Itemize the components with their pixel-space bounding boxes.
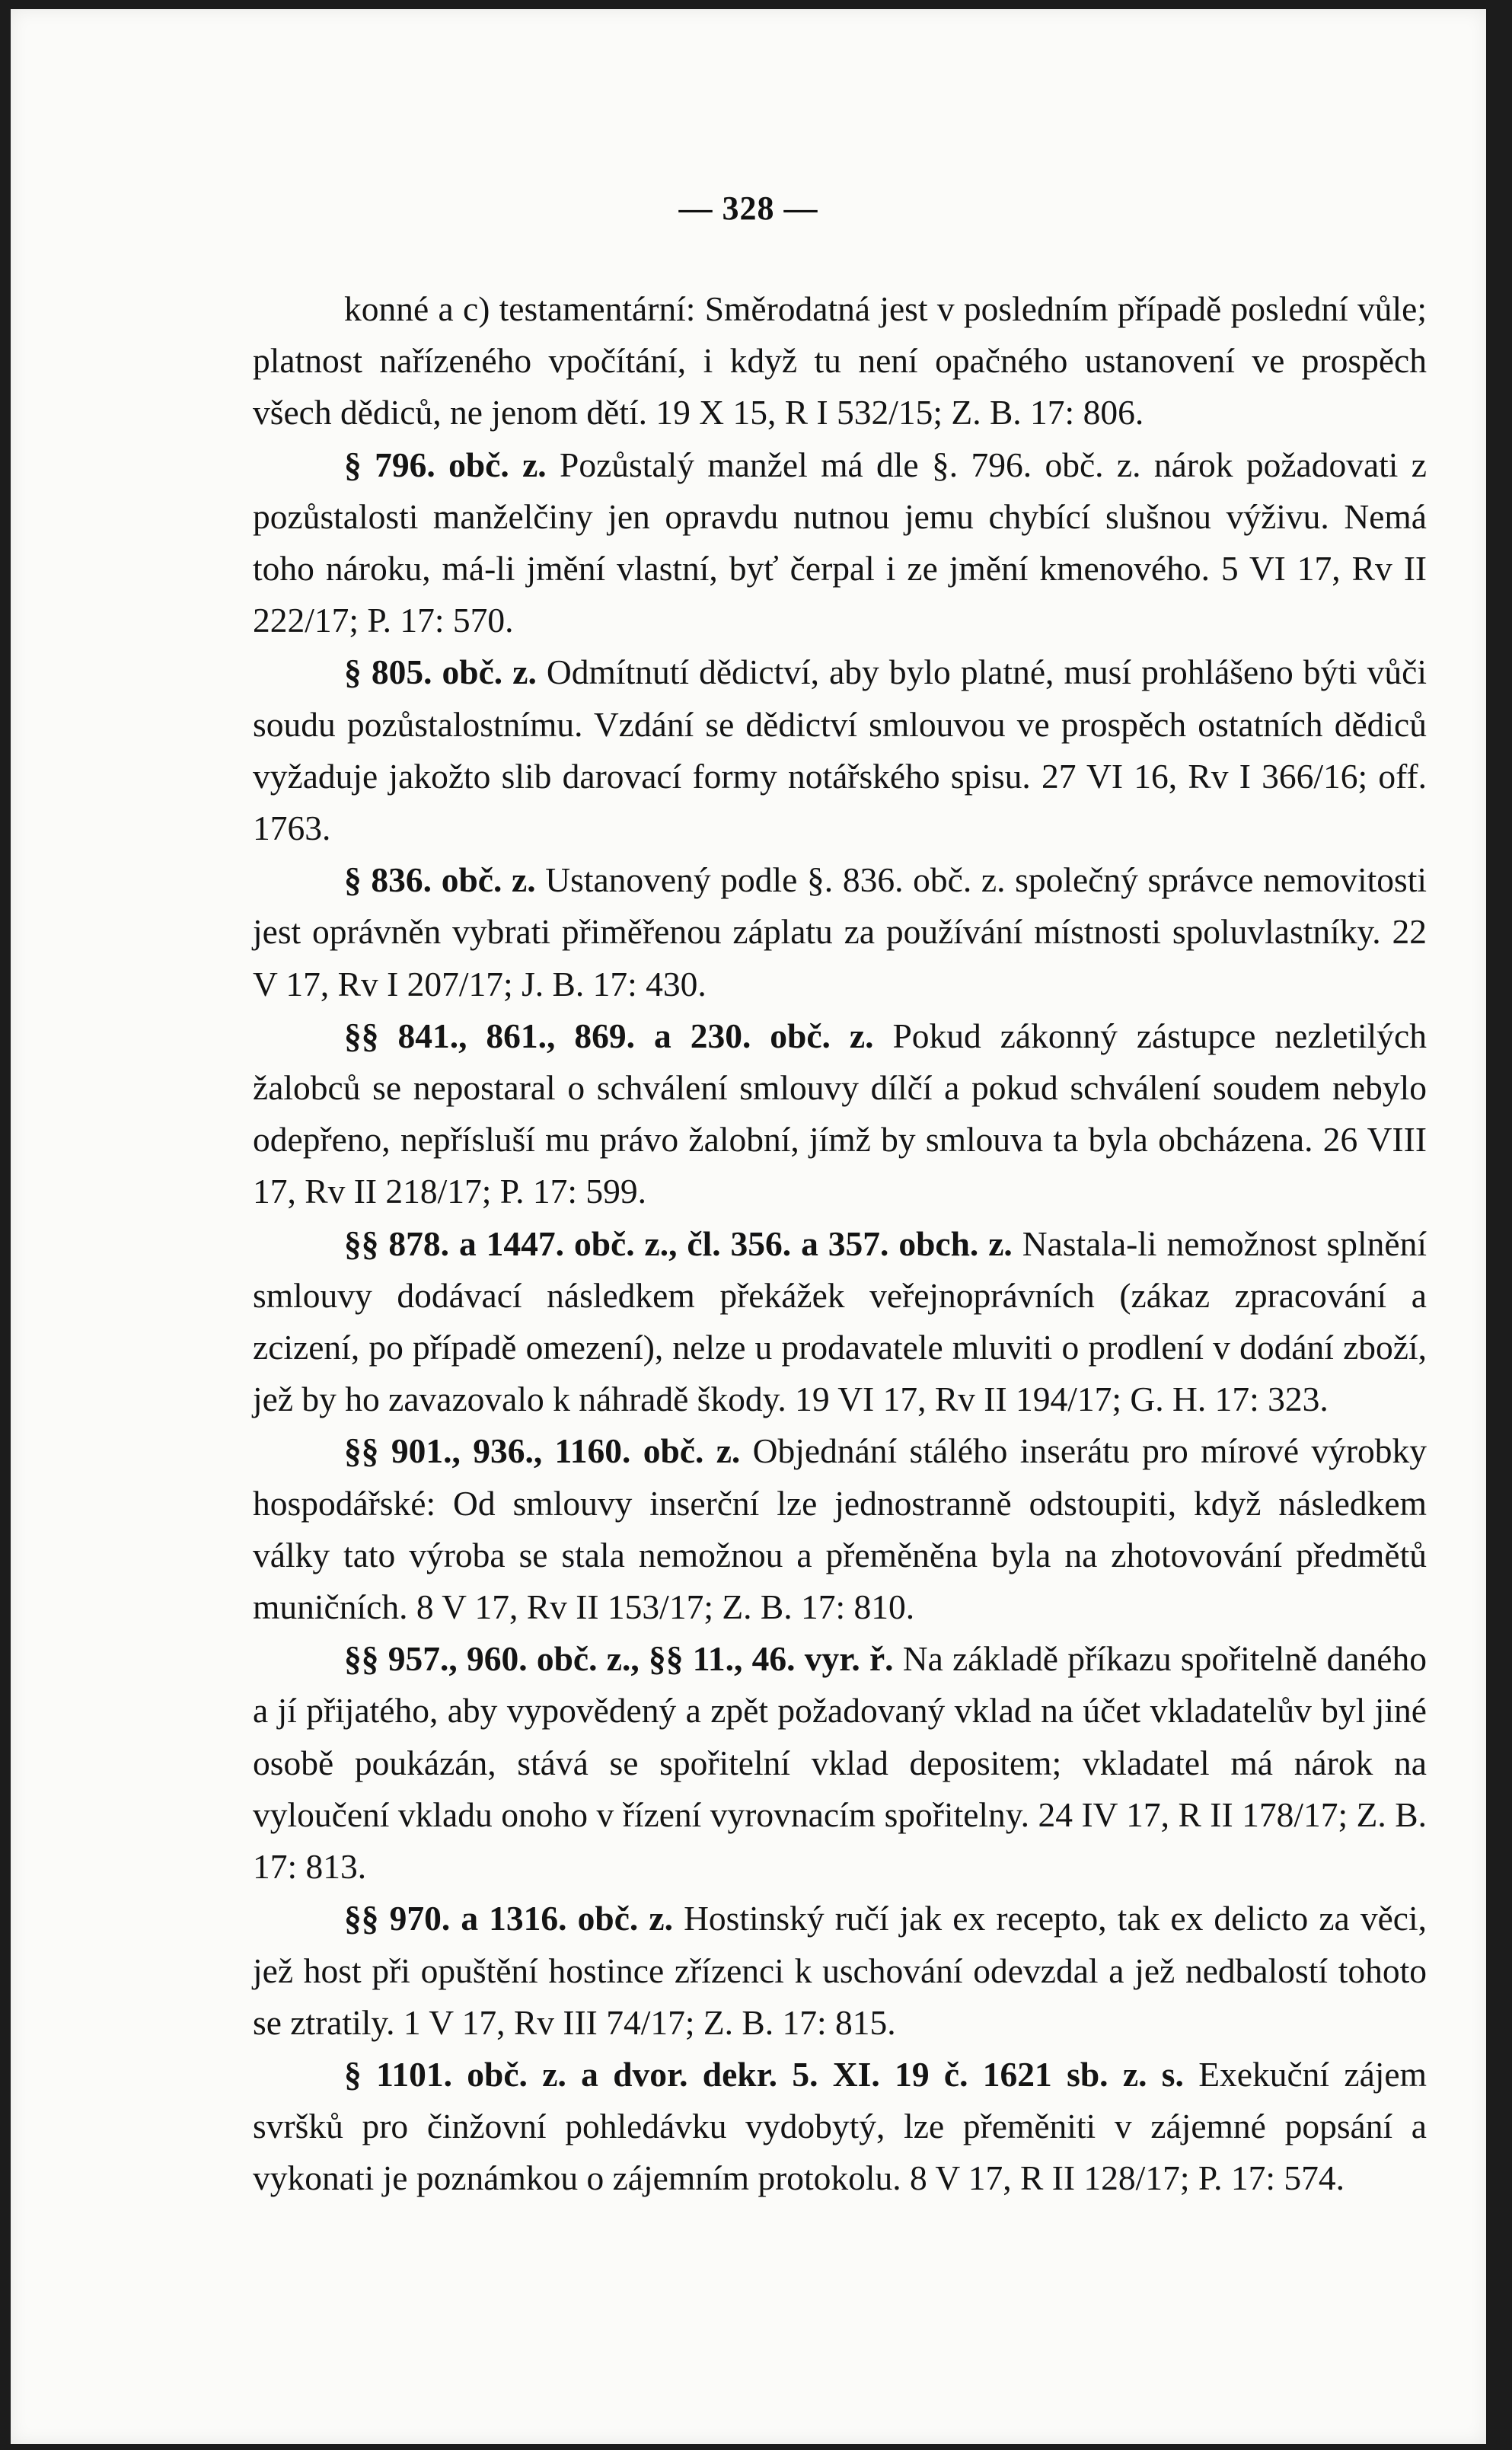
paragraph-796 [253,439,1427,647]
paragraph-body: Ustanovený podle §. 836. obč. z. společný správce nemovitosti jest oprávněn vybrati přiměřenou záplatu za používání místnosti spoluvlastníky. 22 V 17, Rv I 207/17; J. B. 17: 430. [253,860,1427,1003]
paragraph-heading: § 836. obč. z. [344,860,536,900]
document-page [11,9,1486,2444]
text-body [253,283,1427,2205]
paragraph-heading: §§ 878. a 1447. obč. z., čl. 356. a 357. obch. z. [344,1223,1013,1263]
paragraph-heading: §§ 957., 960. obč. z., §§ 11., 46. vyr. ř. [344,1639,894,1679]
paragraph-957 [253,1633,1427,1893]
paragraph-body: Exekuční zájem svršků pro činžovní pohledávku vydobytý, lze přeměniti v zájemné popsání a vykonati je poznámkou o zájemním protokolu. 8 V 17, R II 128/17; P. 17: 574. [253,2054,1427,2198]
paragraph-heading: §§ 970. a 1316. obč. z. [344,1899,673,1938]
paragraph-body: Pokud zákonný zástupce nezletilých žalobců se nepostaral o schválení smlouvy dílčí a pokud schválení soudem nebylo odepřeno, nepřísluší mu právo žalobní, jímž by smlouva ta byla obcházena. 26 VIII 17, Rv II 218/17; P. 17: 599. [253,1016,1427,1211]
paragraph-body: Na základě příkazu spořitelně daného a jí přijatého, aby vypovědený a zpět požadovaný vklad na účet vkladatelův byl jiné osobě poukázán, stává se spořitelní vklad depositem; vkladatel má nárok na vyloučení vkladu onoho v řízení vyrovnacím spořitelny. 24 IV 17, R II 178/17; Z. B. 17: 813. [253,1639,1427,1887]
paragraph-body: Odmítnutí dědictví, aby bylo platné, musí prohlášeno býti vůči soudu pozůstalostnímu. Vzdání se dědictví smlouvou ve prospěch ostatních dědiců vyžaduje jakožto slib darovací formy notářského spisu. 27 VI 16, Rv I 366/16; off. 1763. [253,652,1427,848]
paragraph-heading: § 1101. obč. z. a dvor. dekr. 5. XI. 19 č. 1621 sb. z. s. [344,2054,1184,2094]
paragraph-body: Nastala-li nemožnost splnění smlouvy dodávací následkem překážek veřejnoprávních (zákaz zpracování a zcizení, po případě omezení), nelze u prodavatele mluviti o prodlení v dodání zboží, jež by ho zavazovalo k náhradě škody. 19 VI 17, Rv II 194/17; G. H. 17: 323. [253,1223,1427,1419]
paragraph-body: Hostinský ručí jak ex recepto, tak ex delicto za věci, jež host při opuštění hostince zřízenci k uschování odevzdal a jež nedbalostí tohoto se ztratily. 1 V 17, Rv III 74/17; Z. B. 17: 815. [253,1899,1427,2042]
paragraph-878 [253,1218,1427,1426]
page-number: — 328 — [678,190,818,227]
paragraph-heading: § 796. obč. z. [344,445,547,484]
paragraph-body: Pozůstalý manžel má dle §. 796. obč. z. nárok požadovati z pozůstalosti manželčiny jen opravdu nutnou jemu chybící slušnou výživu. Nemá toho nároku, má-li jmění vlastní, byť čerpal i ze jmění kmenového. 5 VI 17, Rv II 222/17; P. 17: 570. [253,445,1427,640]
paragraph-805 [253,646,1427,854]
paragraph-heading: §§ 901., 936., 1160. obč. z. [344,1431,741,1471]
paragraph-heading: §§ 841., 861., 869. a 230. obč. z. [344,1016,874,1055]
paragraph-heading: § 805. obč. z. [344,652,537,692]
paragraph-841 [253,1010,1427,1218]
paragraph-body: konné a c) testamentární: Směrodatná jest v posledním případě poslední vůle; platnost nařízeného vpočítání, i když tu není opačného ustanovení ve prospěch všech dědiců, ne jenom dětí. 19 X 15, R I 532/15; Z. B. 17: 806. [253,289,1427,432]
paragraph-836 [253,854,1427,1010]
paragraph-1101 [253,2049,1427,2205]
paragraph-testamentary [253,283,1427,439]
paragraph-901 [253,1425,1427,1633]
paragraph-body: Objednání stálého inserátu pro mírové výrobky hospodářské: Od smlouvy inserční lze jednostranně odstoupiti, když následkem války tato výroba se stala nemožnou a přeměněna byla na zhotovování předmětů muničních. 8 V 17, Rv II 153/17; Z. B. 17: 810. [253,1431,1427,1627]
paragraph-970 [253,1893,1427,2049]
